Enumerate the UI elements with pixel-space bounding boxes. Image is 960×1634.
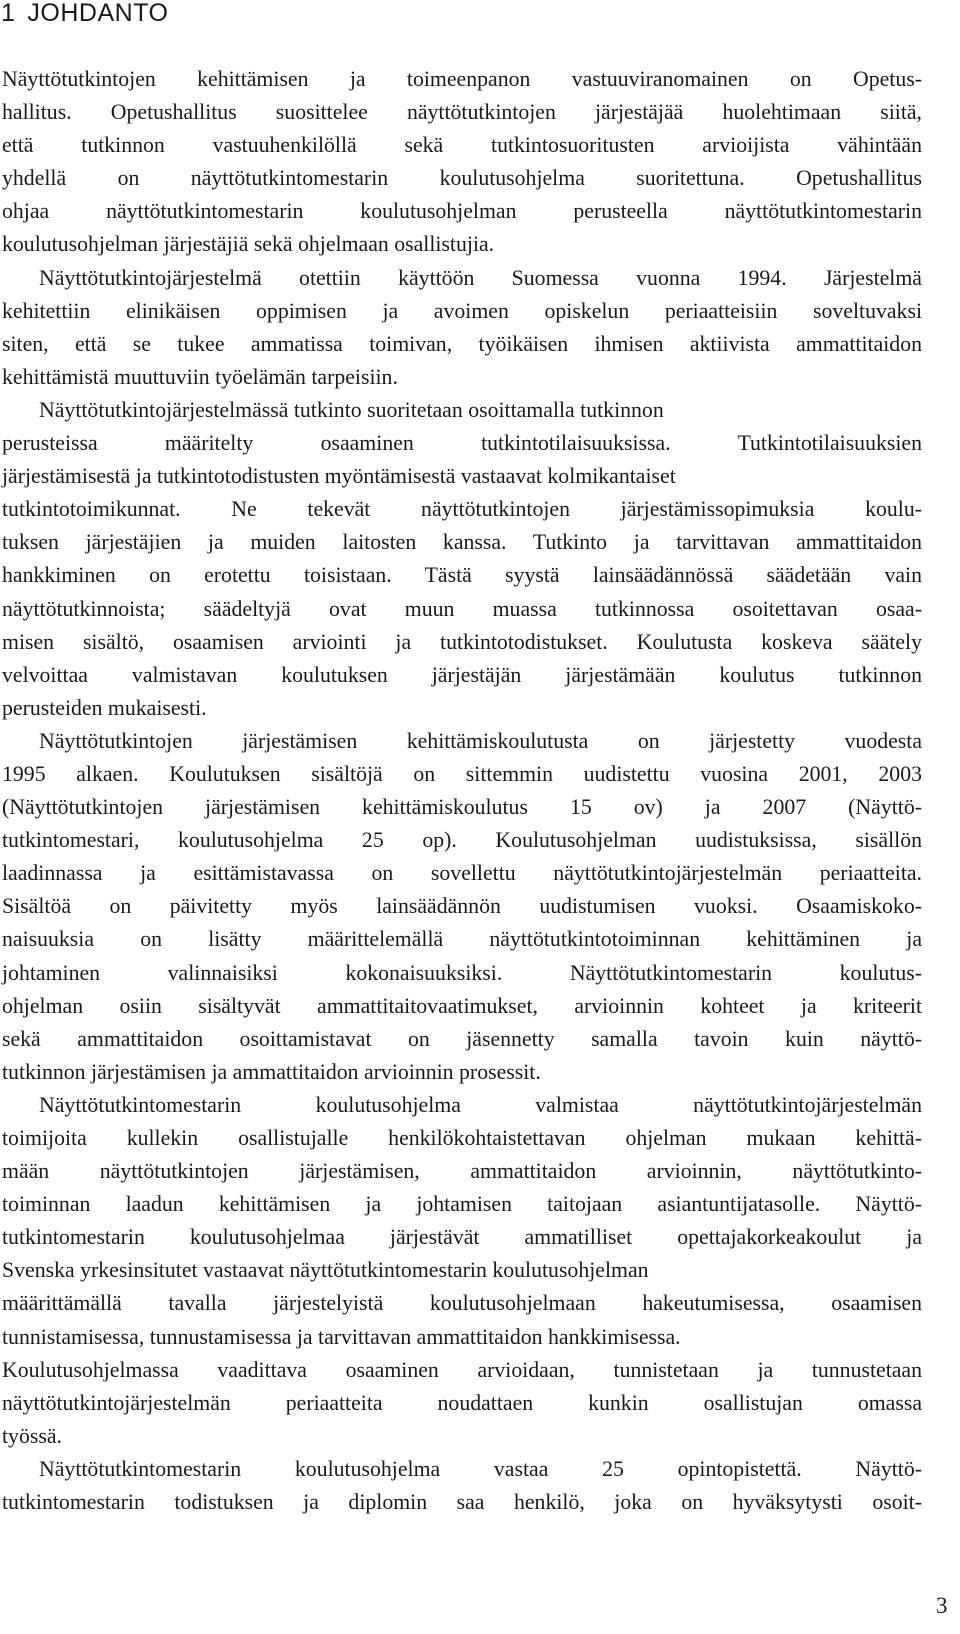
text-line: mään näyttötutkintojen järjestämisen, ammattitaidon arvioinnin, näyttötutkinto- <box>2 1159 922 1184</box>
text-line: perusteiden mukaisesti. <box>2 695 207 720</box>
text-line: Näyttötutkintojen kehittämisen ja toimeenpanon vastuuviranomainen on Opetus- <box>2 67 922 91</box>
text-line: järjestämisestä ja tutkintotodistusten myöntämisestä vastaavat kolmikantaiset <box>2 464 676 489</box>
section-title: JOHDANTO <box>27 0 169 27</box>
text-line: tunnistamisessa, tunnustamisessa ja tarvittavan ammattitaidon hankkimisessa. <box>2 1324 681 1349</box>
text-line: näyttötutkinnoista; säädeltyjä ovat muun muassa tutkinnossa osoitettavan osaa- <box>2 596 922 621</box>
page-number: 3 <box>936 1593 948 1618</box>
text-line: johtaminen valinnaisiksi kokonaisuuksiksi. Näyttötutkintomestarin koulutus- <box>2 960 922 985</box>
section-heading <box>1 0 168 28</box>
text-line: tutkintotoimikunnat. Ne tekevät näyttötutkintojen järjestämissopimuksia koulu- <box>2 497 922 522</box>
text-line: Näyttötutkintojärjestelmä otettiin käyttöön Suomessa vuonna 1994. Järjestelmä <box>39 265 922 290</box>
text-line: tutkintomestarin todistuksen ja diplomin saa henkilö, joka on hyväksytysti osoit- <box>2 1490 922 1515</box>
text-line: työssä. <box>2 1423 62 1448</box>
text-line: ohjelman osiin sisältyvät ammattitaitovaatimukset, arvioinnin kohteet ja kriteerit <box>2 993 922 1018</box>
text-line: tutkintomestari, koulutusohjelma 25 op). Koulutusohjelman uudistuksissa, sisällön <box>2 828 922 853</box>
text-line: perusteissa määritelty osaaminen tutkintotilaisuuksissa. Tutkintotilaisuuksien <box>2 431 922 456</box>
text-line: Sisältöä on päivitetty myös lainsäädännön uudistumisen vuoksi. Osaamiskoko- <box>2 894 922 919</box>
text-line: tuksen järjestäjien ja muiden laitosten kanssa. Tutkinto ja tarvittavan ammattitaidon <box>2 530 922 555</box>
text-line: tutkinnon järjestämisen ja ammattitaidon arvioinnin prosessit. <box>2 1059 541 1084</box>
text-line: hallitus. Opetushallitus suosittelee näyttötutkintojen järjestäjää huolehtimaan siitä, <box>2 100 922 125</box>
text-line: kehittämistä muuttuviin työelämän tarpeisiin. <box>2 364 398 389</box>
text-line: hankkiminen on erotettu toisistaan. Tästä syystä lainsäädännössä säädetään vain <box>2 563 922 588</box>
text-line: yhdellä on näyttötutkintomestarin koulutusohjelma suoritettuna. Opetushallitus <box>2 166 922 191</box>
text-line: koulutusohjelman järjestäjiä sekä ohjelmaan osallistujia. <box>2 232 495 257</box>
text-line: että tutkinnon vastuuhenkilöllä sekä tutkintosuoritusten arvioijista vähintään <box>2 133 922 158</box>
section-number: 1 <box>1 0 16 27</box>
text-line: määrittämällä tavalla järjestelyistä koulutusohjelmaan hakeutumisessa, osaamisen <box>2 1291 922 1316</box>
text-line: toiminnan laadun kehittämisen ja johtamisen taitojaan asiantuntijatasolle. Näyttö- <box>2 1192 922 1217</box>
text-line: kehitettiin elinikäisen oppimisen ja avoimen opiskelun periaatteisiin soveltuvaksi <box>2 298 922 323</box>
text-line: sekä ammattitaidon osoittamistavat on jäsennetty samalla tavoin kuin näyttö- <box>2 1026 922 1051</box>
text-line: Näyttötutkintomestarin koulutusohjelma valmistaa näyttötutkintojärjestelmän <box>39 1092 922 1117</box>
text-line: siten, että se tukee ammatissa toimivan, työikäisen ihmisen aktiivista ammattitaidon <box>2 331 922 356</box>
text-line: laadinnassa ja esittämistavassa on sovellettu näyttötutkintojärjestelmän periaatteita. <box>2 861 922 886</box>
body-text <box>2 63 922 1519</box>
text-line: toimijoita kullekin osallistujalle henkilökohtaistettavan ohjelman mukaan kehittä- <box>2 1126 922 1150</box>
text-line: Koulutusohjelmassa vaadittava osaaminen arvioidaan, tunnistetaan ja tunnustetaan <box>2 1357 922 1382</box>
text-line: (Näyttötutkintojen järjestämisen kehittämiskoulutus 15 ov) ja 2007 (Näyttö- <box>2 795 922 820</box>
text-line: misen sisältö, osaamisen arviointi ja tutkintotodistukset. Koulutusta koskeva säätely <box>2 629 922 654</box>
text-line: naisuuksia on lisätty määrittelemällä näyttötutkintotoiminnan kehittäminen ja <box>2 927 922 952</box>
text-line: Näyttötutkintojen järjestämisen kehittämiskoulutusta on järjestetty vuodesta <box>39 728 922 753</box>
text-line: velvoittaa valmistavan koulutuksen järjestäjän järjestämään koulutus tutkinnon <box>2 662 922 687</box>
text-line: Näyttötutkintojärjestelmässä tutkinto suoritetaan osoittamalla tutkinnon <box>39 397 664 422</box>
text-line: ohjaa näyttötutkintomestarin koulutusohjelman perusteella näyttötutkintomestarin <box>2 199 922 224</box>
text-line: Näyttötutkintomestarin koulutusohjelma vastaa 25 opintopistettä. Näyttö- <box>39 1456 922 1481</box>
text-line: Svenska yrkesinsitutet vastaavat näyttötutkintomestarin koulutusohjelman <box>2 1258 649 1283</box>
text-line: 1995 alkaen. Koulutuksen sisältöjä on sittemmin uudistettu vuosina 2001, 2003 <box>2 761 922 786</box>
text-line: tutkintomestarin koulutusohjelmaa järjestävät ammatilliset opettajakorkeakoulut ja <box>2 1225 922 1250</box>
text-line: näyttötutkintojärjestelmän periaatteita noudattaen kunkin osallistujan omassa <box>2 1390 922 1415</box>
